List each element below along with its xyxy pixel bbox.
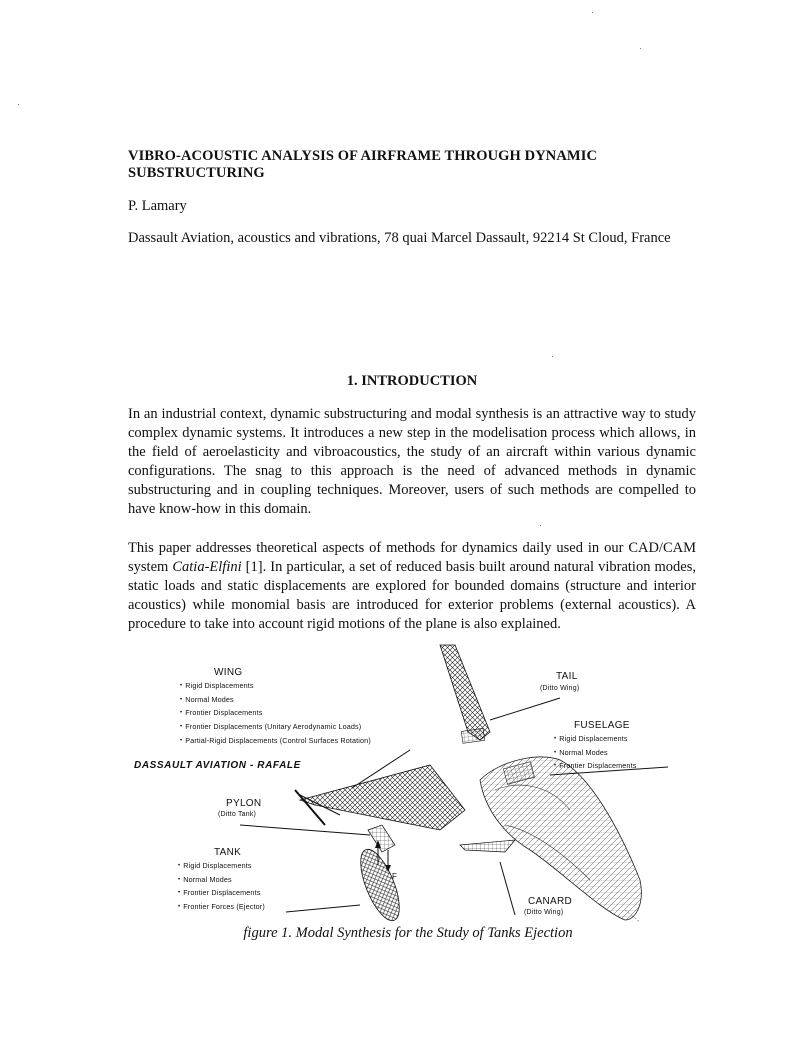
canard-label: CANARD bbox=[528, 896, 573, 907]
paragraph-intro-2 bbox=[128, 539, 696, 634]
section-heading: 1. INTRODUCTION bbox=[346, 373, 478, 389]
aircraft-brand-label: DASSAULT AVIATION - RAFALE bbox=[134, 760, 301, 771]
figure-modal-synthesis bbox=[120, 640, 680, 925]
author-name: P. Lamary bbox=[128, 198, 187, 214]
list-item: • Rigid Displacements bbox=[554, 733, 636, 747]
force-label: F bbox=[392, 872, 398, 881]
canard-mesh bbox=[460, 840, 515, 852]
tail-label: TAIL bbox=[556, 671, 578, 682]
software-name: Catia-Elfini bbox=[172, 559, 242, 575]
pylon-sublabel: (Ditto Tank) bbox=[218, 811, 257, 818]
tail-fin-mesh bbox=[440, 645, 490, 743]
fuselage-bullets bbox=[554, 733, 636, 774]
scan-speck bbox=[552, 356, 553, 357]
scan-speck bbox=[592, 12, 593, 13]
wing-bullets bbox=[180, 680, 371, 749]
list-item: • Frontier Displacements bbox=[178, 887, 265, 901]
scan-speck bbox=[540, 525, 541, 526]
list-item: • Normal Modes bbox=[178, 874, 265, 888]
paragraph-intro-2-start: This paper addresses theoretical aspects of methods for dynamics daily used in our CAD/CAM system bbox=[128, 540, 696, 575]
tank-mesh bbox=[353, 840, 407, 925]
paragraph-intro-1: In an industrial context, dynamic substructuring and modal synthesis is an attractive way to study complex dynamic systems. It introduces a new step in the modelisation process which allows, in the field of aeroelasticity and vibroacoustics, the study of an aircraft within various dynamic configurations. The snag to this approach is the need of advanced methods in dynamic substructuring and in coupling techniques. Moreover, users of such methods are compelled to have know-how in this domain. bbox=[128, 406, 696, 517]
list-item: • Rigid Displacements bbox=[180, 680, 371, 694]
scan-speck bbox=[18, 104, 19, 105]
scan-speck bbox=[640, 48, 641, 49]
paper-title: VIBRO-ACOUSTIC ANALYSIS OF AIRFRAME THROUGH DYNAMIC SUBSTRUCTURING bbox=[128, 148, 598, 181]
list-item: • Frontier Displacements (Unitary Aerodynamic Loads) bbox=[180, 721, 371, 735]
wing-mesh bbox=[295, 765, 465, 830]
list-item: • Frontier Displacements bbox=[554, 760, 636, 774]
figure-caption: figure 1. Modal Synthesis for the Study of Tanks Ejection bbox=[243, 925, 573, 941]
wing-label: WING bbox=[214, 667, 243, 678]
list-item: • Normal Modes bbox=[554, 747, 636, 761]
list-item: • Frontier Displacements bbox=[180, 707, 371, 721]
list-item: • Rigid Displacements bbox=[178, 860, 265, 874]
tail-sublabel: (Ditto Wing) bbox=[540, 685, 580, 692]
list-item: • Normal Modes bbox=[180, 694, 371, 708]
fuselage-label: FUSELAGE bbox=[574, 720, 630, 731]
pylon-mesh bbox=[368, 825, 395, 852]
list-item: • Frontier Forces (Ejector) bbox=[178, 901, 265, 915]
paragraph-intro-2-end: [1]. In particular, a set of reduced basis built around natural vibration modes, static loads and static displacements are explored for bounded domains (structure and interior acoustics) while monomial basis are introduced for exterior problems (external acoustics). A procedure to take into account rigid motions of the plane is also explained. bbox=[128, 559, 697, 632]
list-item: • Partial-Rigid Displacements (Control Surfaces Rotation) bbox=[180, 735, 371, 749]
tank-bullets bbox=[178, 860, 265, 915]
author-affiliation: Dassault Aviation, acoustics and vibrations, 78 quai Marcel Dassault, 92214 St Cloud, France bbox=[128, 230, 671, 246]
canard-sublabel: (Ditto Wing) bbox=[524, 909, 564, 916]
tank-label: TANK bbox=[214, 847, 242, 858]
pylon-label: PYLON bbox=[226, 798, 262, 809]
